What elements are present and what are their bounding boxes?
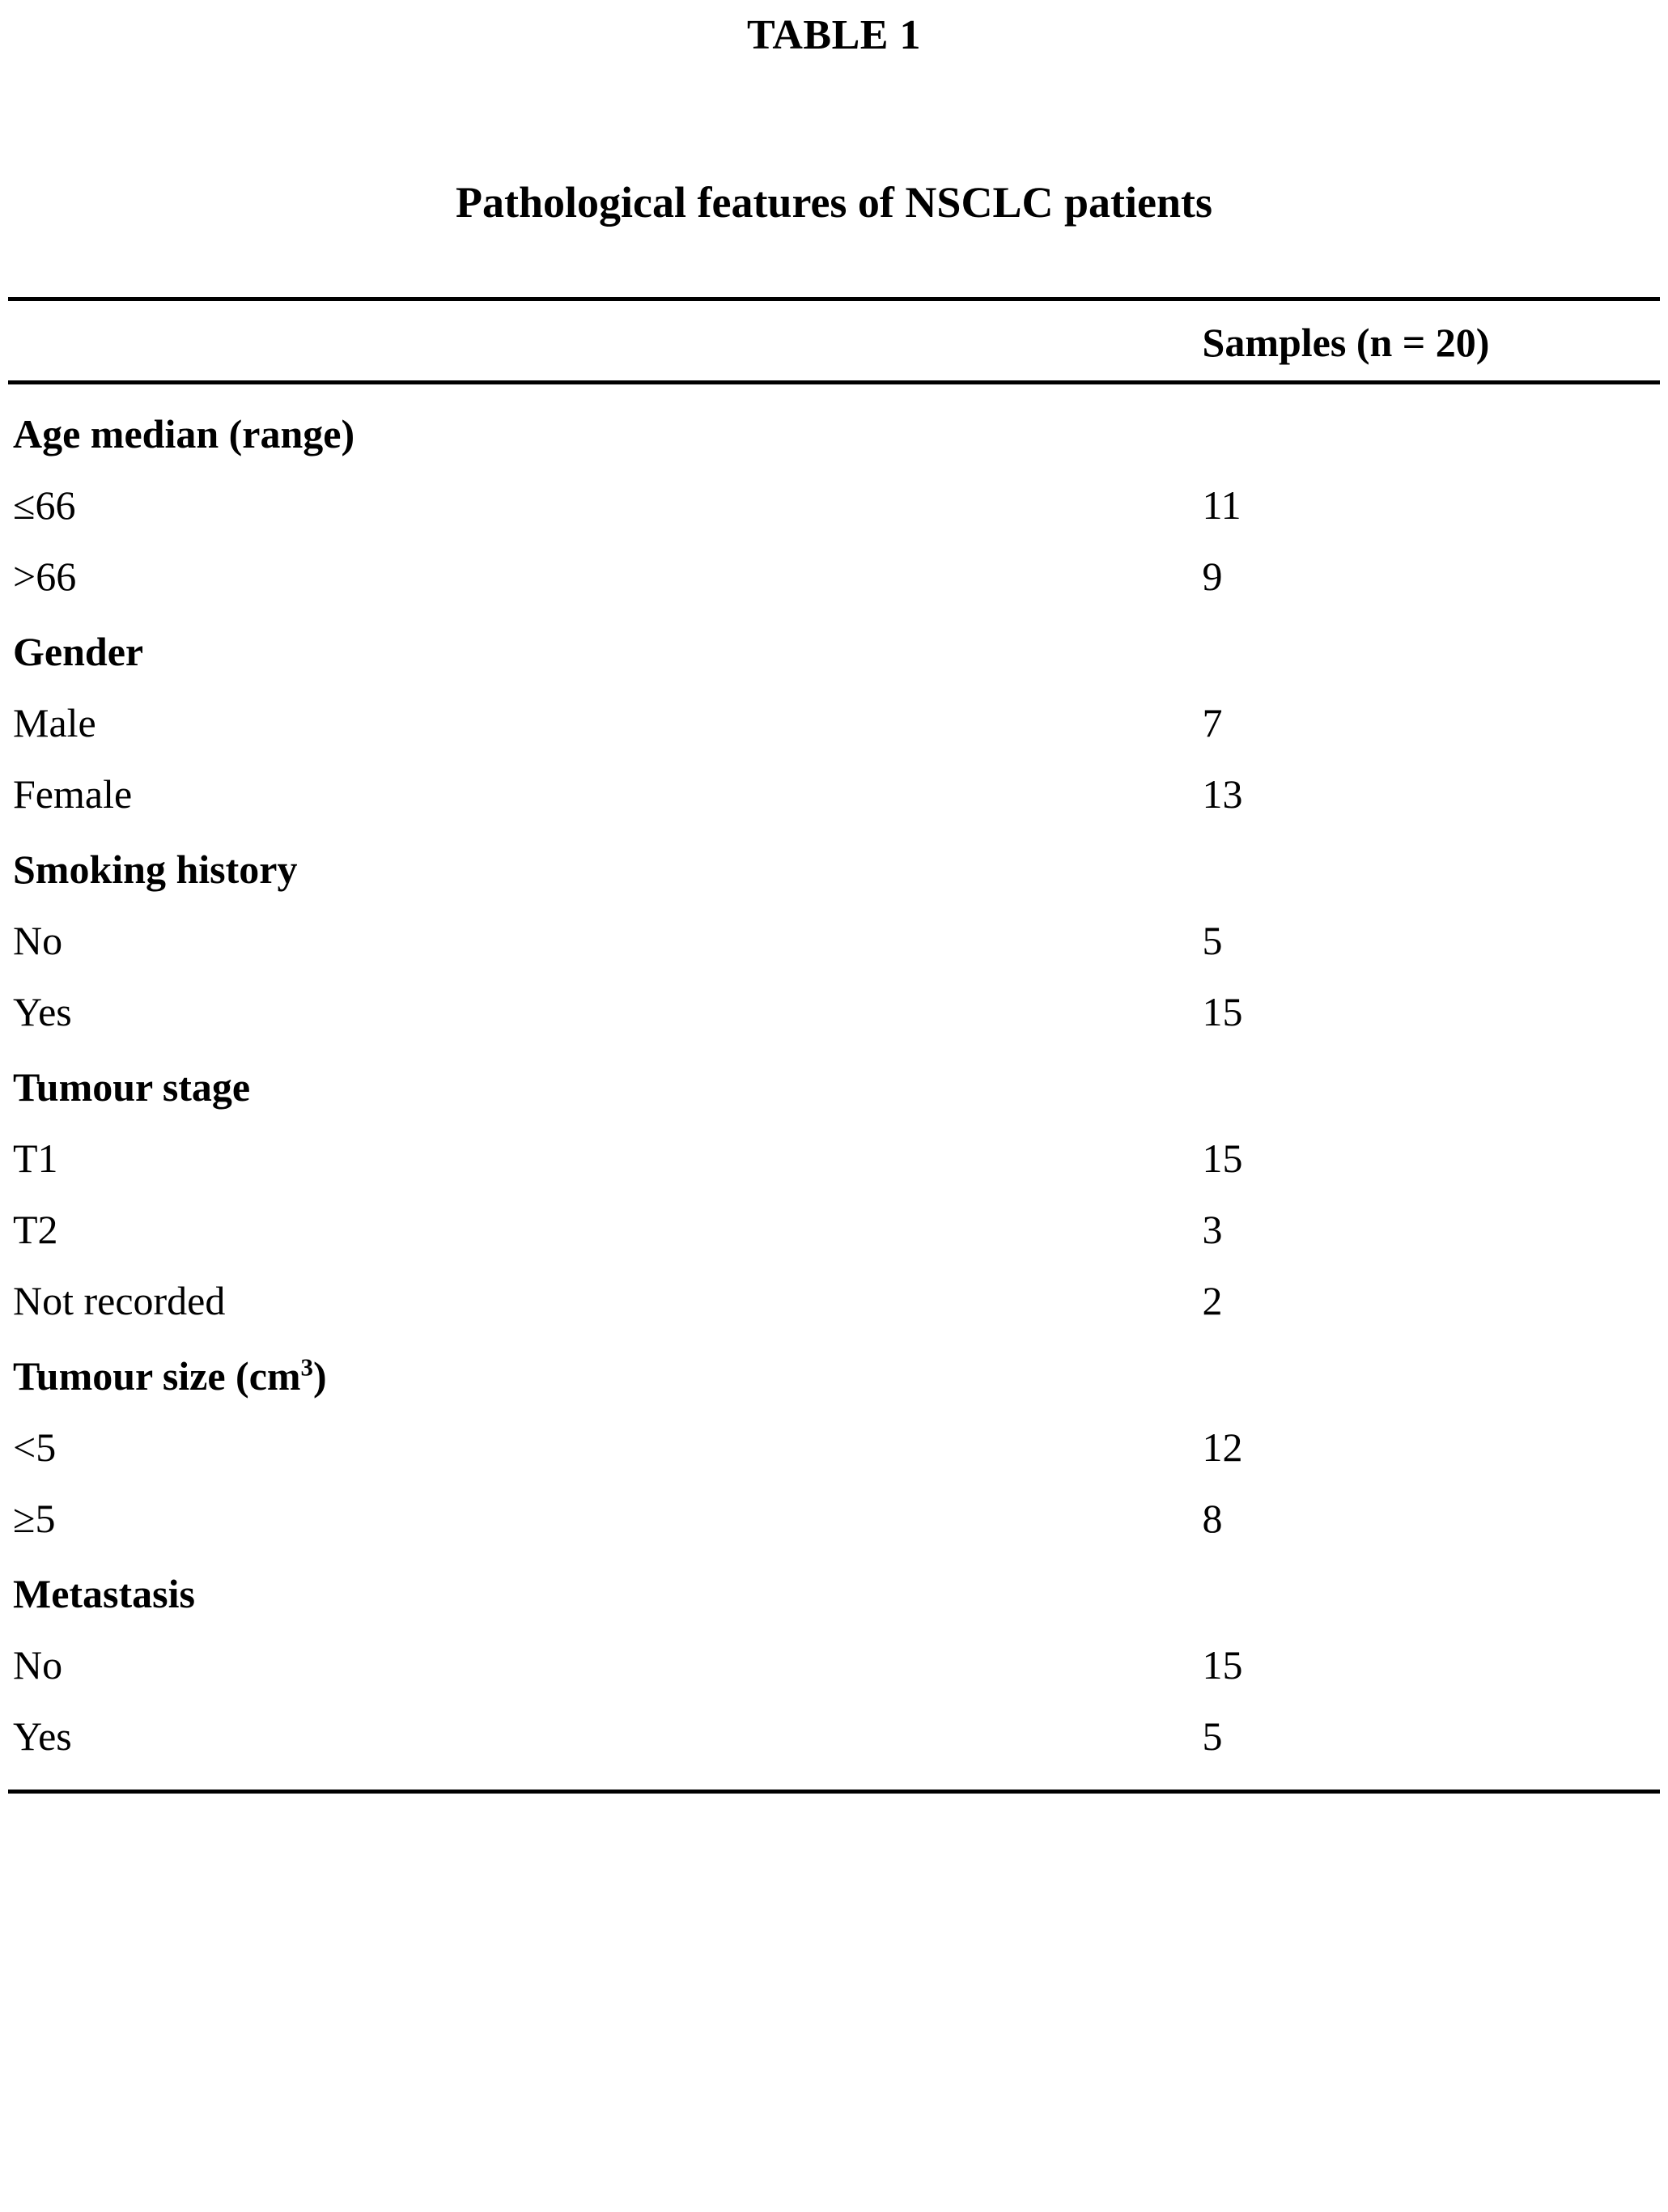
- row-label: Not recorded: [13, 1278, 226, 1323]
- table-body: [8, 383, 1660, 1773]
- row-label: Yes: [13, 1713, 72, 1759]
- table-row: [8, 541, 1660, 612]
- row-value: 15: [1202, 1642, 1243, 1688]
- table-row: [8, 1123, 1660, 1194]
- table-row: [8, 1629, 1660, 1700]
- row-value: 9: [1202, 554, 1223, 599]
- row-label: Male: [13, 700, 96, 745]
- pathological-features-table: [8, 297, 1660, 1772]
- table-row: [8, 1700, 1660, 1772]
- table-header: [8, 299, 1660, 383]
- row-label: ≤66: [13, 482, 76, 528]
- table-row: [8, 1554, 1660, 1629]
- row-label: <5: [13, 1424, 57, 1470]
- row-value: 11: [1202, 482, 1241, 528]
- row-value: 12: [1202, 1424, 1243, 1470]
- table-row: [8, 905, 1660, 976]
- row-value: [1198, 830, 1660, 905]
- row-value: 5: [1202, 1713, 1223, 1759]
- row-value: 15: [1202, 989, 1243, 1034]
- row-value: [1198, 383, 1660, 470]
- row-value: [1198, 1047, 1660, 1123]
- row-group-label: Tumour size $(cm^3)$: [13, 1352, 327, 1399]
- table-row: [8, 1412, 1660, 1483]
- table-row: [8, 1336, 1660, 1412]
- table-row: [8, 1194, 1660, 1265]
- table-row: [8, 469, 1660, 541]
- row-label: T2: [13, 1207, 58, 1252]
- table-row: [8, 1265, 1660, 1336]
- table-row: [8, 1047, 1660, 1123]
- table-row: [8, 612, 1660, 687]
- table-title: Pathological features of NSCLC patients: [456, 178, 1212, 227]
- column-header-label: [8, 299, 1198, 383]
- table-header-row: [8, 299, 1660, 383]
- row-label: >66: [13, 554, 77, 599]
- row-label: Female: [13, 771, 133, 817]
- row-value: 3: [1202, 1207, 1223, 1252]
- row-value: 5: [1202, 918, 1223, 963]
- row-label: No: [13, 1642, 63, 1688]
- row-value: 2: [1202, 1278, 1223, 1323]
- row-value: 13: [1202, 771, 1243, 817]
- table-row: [8, 830, 1660, 905]
- row-value: 15: [1202, 1136, 1243, 1181]
- row-group-label: Smoking history: [13, 847, 298, 892]
- table-row: [8, 687, 1660, 758]
- row-group-label: Age median (range): [13, 411, 355, 456]
- row-value: [1198, 612, 1660, 687]
- row-group-label: Gender: [13, 629, 144, 674]
- row-value: [1198, 1554, 1660, 1629]
- row-group-label: Metastasis: [13, 1571, 195, 1616]
- table-row: [8, 383, 1660, 470]
- table-page: [0, 11, 1668, 1794]
- row-value: 7: [1202, 700, 1223, 745]
- row-group-label: Tumour stage: [13, 1064, 251, 1110]
- row-label: ≥5: [13, 1496, 56, 1541]
- table-number: TABLE 1: [747, 12, 921, 58]
- row-value: 8: [1202, 1496, 1223, 1541]
- row-label: T1: [13, 1136, 58, 1181]
- table-bottom-rule: [8, 1790, 1660, 1794]
- table-row: [8, 976, 1660, 1047]
- table-row: [8, 1483, 1660, 1554]
- row-label: No: [13, 918, 63, 963]
- table-row: [8, 758, 1660, 830]
- column-header-samples: Samples (n = 20): [1198, 299, 1660, 383]
- row-value: [1198, 1336, 1660, 1412]
- row-label: Yes: [13, 989, 72, 1034]
